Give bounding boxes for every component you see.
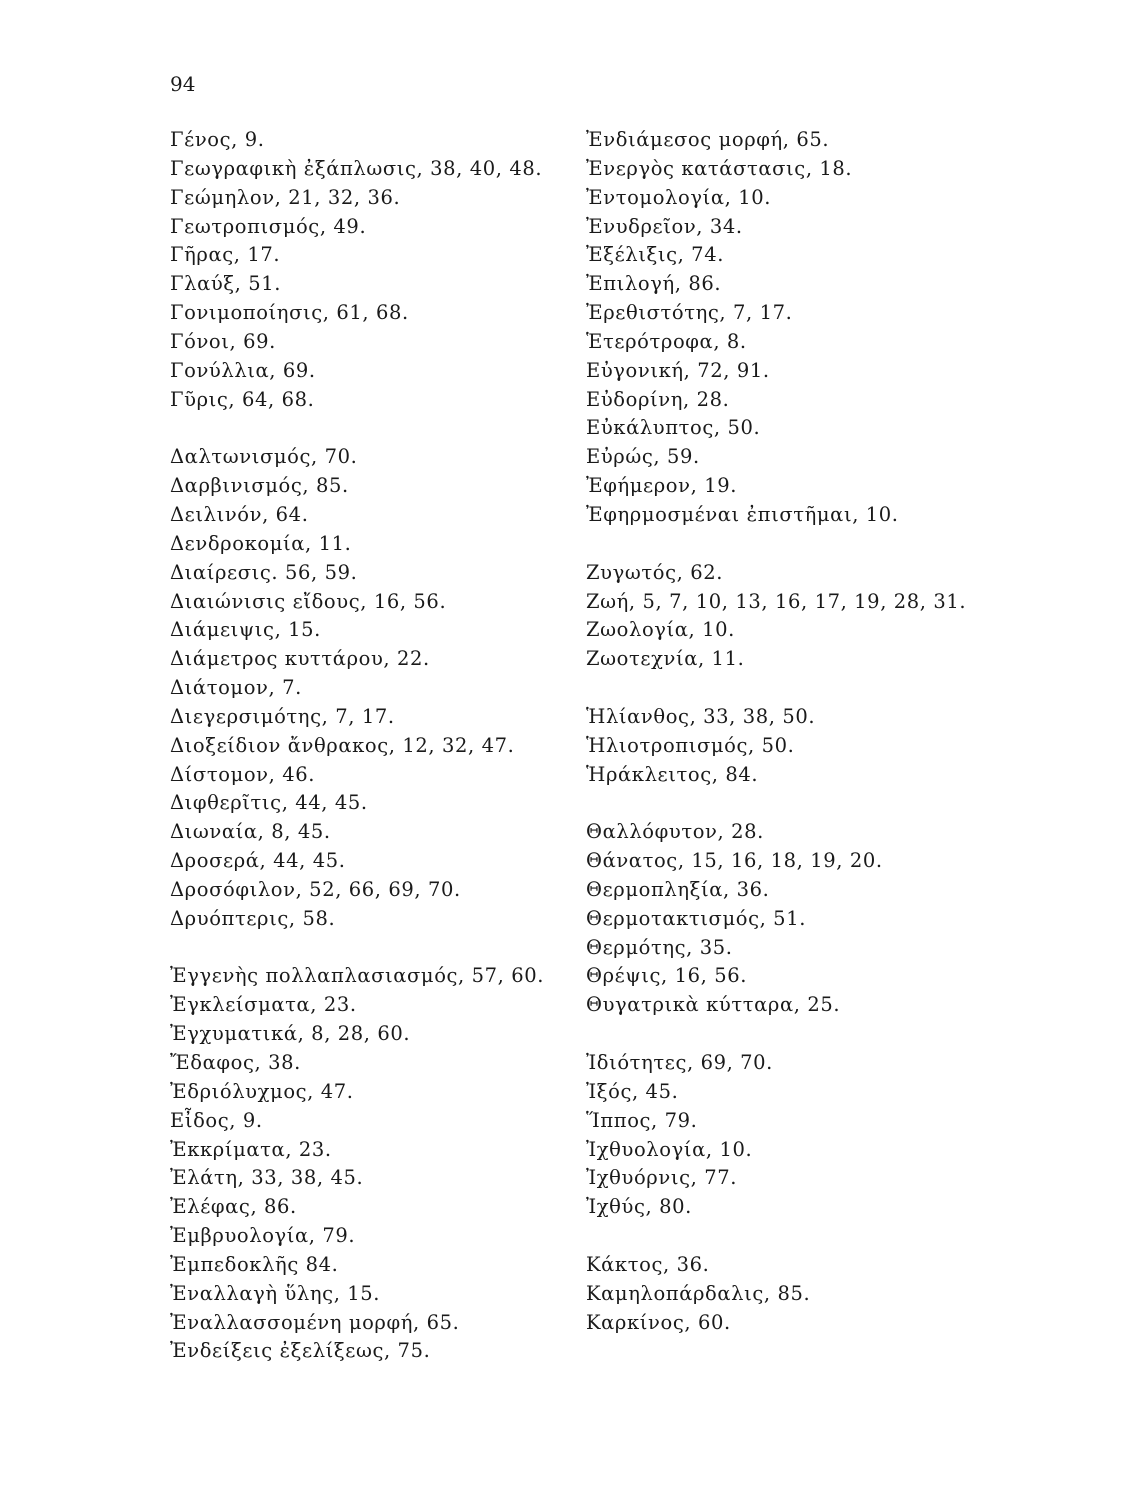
index-entry: Ἐλέφας, 86.	[170, 1195, 297, 1219]
index-entry: Ἡράκλειτος, 84.	[586, 762, 759, 786]
index-entry: Δροσόφιλον, 52, 66, 69, 70.	[170, 877, 461, 901]
entry-gap	[586, 530, 966, 559]
index-entry: Δίστομον, 46.	[170, 762, 316, 786]
index-entry: Δρυόπτερις, 58.	[170, 906, 336, 930]
index-entry: Ζωολογία, 10.	[586, 618, 735, 642]
entry-gap	[586, 674, 966, 703]
index-entry: Ἐρεθιστότης, 7, 17.	[586, 301, 793, 325]
entry-gap	[170, 414, 544, 443]
index-entry: Ἐφηρμοσμέναι ἐπιστῆμαι, 10.	[586, 502, 899, 526]
index-entry: Ἰχθυολογία, 10.	[586, 1137, 753, 1161]
index-entry: Κάκτος, 36.	[586, 1252, 710, 1276]
index-entry: Ἐφήμερον, 19.	[586, 474, 738, 498]
index-entry: Διεγερσιμότης, 7, 17.	[170, 704, 395, 728]
index-entry: Γῦρις, 64, 68.	[170, 387, 315, 411]
index-entry: Ζωοτεχνία, 11.	[586, 647, 745, 671]
index-entry: Ἐντομολογία, 10.	[586, 185, 772, 209]
index-entry: Γεωτροπισμός, 49.	[170, 214, 367, 238]
index-entry: Διωναία, 8, 45.	[170, 820, 331, 844]
index-entry: Γένος, 9.	[170, 128, 265, 151]
index-entry: Θερμότης, 35.	[586, 935, 733, 959]
index-entry: Ἐκκρίματα, 23.	[170, 1137, 332, 1161]
index-entry: Γόνοι, 69.	[170, 329, 276, 353]
index-entry: Διοξείδιον ἄνθρακος, 12, 32, 47.	[170, 733, 515, 757]
index-entry: Ἐγχυματικά, 8, 28, 60.	[170, 1022, 411, 1046]
index-entry: Διφθερῖτις, 44, 45.	[170, 791, 368, 815]
index-entry: Δαλτωνισμός, 70.	[170, 445, 358, 469]
index-entry: Ἐμβρυολογία, 79.	[170, 1224, 356, 1248]
index-entry: Διαιώνισις εἴδους, 16, 56.	[170, 589, 447, 613]
index-entry: Ἡλιοτροπισμός, 50.	[586, 733, 795, 757]
index-entry: Ἑτερότροφα, 8.	[586, 329, 747, 353]
index-entry: Θερμοπληξία, 36.	[586, 877, 770, 901]
index-entry: Ἰχθυόρνις, 77.	[586, 1166, 738, 1190]
index-entry: Διάμετρος κυττάρου, 22.	[170, 647, 430, 671]
index-entry: Διάμειψις, 15.	[170, 618, 321, 642]
index-entry: Θαλλόφυτον, 28.	[586, 820, 764, 844]
index-entry: Γῆρας, 17.	[170, 243, 281, 267]
index-entry: Γονιμοποίησις, 61, 68.	[170, 301, 409, 325]
index-entry: Ἐγκλείσματα, 23.	[170, 993, 357, 1017]
index-entry: Ἐγγενὴς πολλαπλασιασμός, 57, 60.	[170, 964, 545, 988]
entry-gap	[586, 1222, 966, 1251]
index-entry: Ἐνδιάμεσος μορφή, 65.	[586, 128, 830, 151]
index-entry: Ἰχθύς, 80.	[586, 1195, 692, 1219]
index-entry: Καρκίνος, 60.	[586, 1310, 731, 1334]
index-entry: Εὐρώς, 59.	[586, 445, 700, 469]
index-entry: Θυγατρικὰ κύτταρα, 25.	[586, 993, 841, 1017]
index-entry: Εὐγονική, 72, 91.	[586, 358, 770, 382]
index-entry: Ἐνδείξεις ἐξελίξεως, 75.	[170, 1339, 431, 1363]
index-entry: Ἐναλλασσομένη μορφή, 65.	[170, 1310, 460, 1334]
index-entry: Γεωγραφικὴ ἐξάπλωσις, 38, 40, 48.	[170, 156, 543, 180]
index-entry: Γονύλλια, 69.	[170, 358, 316, 382]
index-entry: Διαίρεσις. 56, 59.	[170, 560, 358, 584]
index-entry: Γλαύξ, 51.	[170, 272, 282, 296]
index-entry: Ἵππος, 79.	[586, 1108, 698, 1132]
index-entry: Ἡλίανθος, 33, 38, 50.	[586, 704, 816, 728]
index-entry: Δενδροκομία, 11.	[170, 531, 352, 555]
index-entry: Καμηλοπάρδαλις, 85.	[586, 1281, 811, 1305]
index-entry: Ἐξέλιξις, 74.	[586, 243, 724, 267]
index-entry: Δαρβινισμός, 85.	[170, 474, 349, 498]
index-entry: Θρέψις, 16, 56.	[586, 964, 748, 988]
index-entry: Δειλινόν, 64.	[170, 502, 309, 526]
entry-gap	[586, 789, 966, 818]
index-entry: Ἐδριόλυχμος, 47.	[170, 1079, 354, 1103]
index-entry: Εἶδος, 9.	[170, 1108, 263, 1132]
index-entry: Θερμοτακτισμός, 51.	[586, 906, 806, 930]
index-entry: Ἐλάτη, 33, 38, 45.	[170, 1166, 364, 1190]
index-entry: Ζυγωτός, 62.	[586, 560, 724, 584]
index-entry: Ἐνυδρεῖον, 34.	[586, 214, 743, 238]
index-entry: Ἰξός, 45.	[586, 1079, 679, 1103]
index-entry: Ἰδιότητες, 69, 70.	[586, 1051, 773, 1074]
index-entry: Ἐμπεδοκλῆς 84.	[170, 1252, 339, 1276]
index-column-left	[170, 126, 544, 1366]
index-column-right	[586, 126, 966, 1337]
page-number: 94	[170, 72, 196, 96]
index-entry: Ἐνεργὸς κατάστασις, 18.	[586, 156, 853, 180]
index-entry: Γεώμηλον, 21, 32, 36.	[170, 185, 401, 209]
index-entry: Δροσερά, 44, 45.	[170, 849, 346, 873]
index-entry: Ἐπιλογή, 86.	[586, 272, 722, 296]
entry-gap	[170, 934, 544, 963]
index-entry: Ἔδαφος, 38.	[170, 1051, 301, 1074]
index-entry: Ἐναλλαγὴ ὕλης, 15.	[170, 1281, 381, 1305]
index-entry: Διάτομον, 7.	[170, 676, 302, 700]
index-entry: Εὐδορίνη, 28.	[586, 387, 730, 411]
index-entry: Εὐκάλυπτος, 50.	[586, 416, 761, 440]
index-entry: Ζωή, 5, 7, 10, 13, 16, 17, 19, 28, 31.	[586, 589, 967, 613]
entry-gap	[586, 1020, 966, 1049]
index-entry: Θάνατος, 15, 16, 18, 19, 20.	[586, 849, 883, 873]
